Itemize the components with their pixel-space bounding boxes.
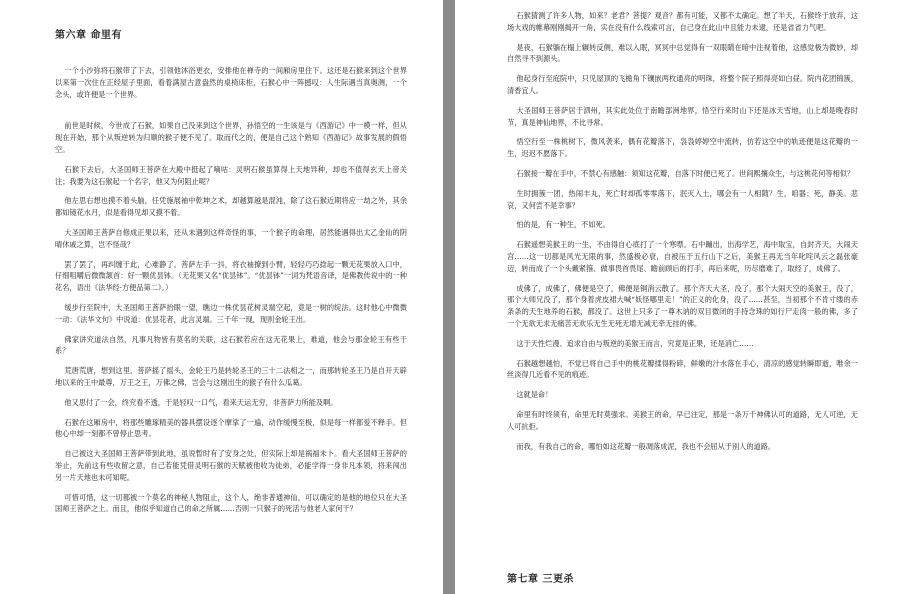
left-page — [0, 0, 443, 594]
paragraph: 生时拥簇一团，热闹丰丸，死亡时却孤零零落下，泯灭入土，哪会有一人相随？生，咱器；死，静美。悲哀，又何尝不是幸事？ — [507, 188, 858, 210]
paragraph: 石猴猜测了许多人物，如来？老君？菩提？观音？都有可能，又都不太确定。想了半天，石猴终于放弃，这场大戏的帷幕刚刚揭开一角，实在没有什么线索可言，自己身在此山中且能力未逮，还是省省力气吧。 — [507, 11, 858, 32]
right-page — [455, 0, 898, 594]
paragraph: 石猴接一瓣在手中，不禁心有感触：须知这花瓣，自落下时便已死了。世间熙攘众生，与这桃花何等相似？ — [516, 168, 855, 178]
paragraph: 是夜，石猴躺在榻上辗转反侧，难以入眠，冥冥中总觉得有一双眼睛在暗中注视着他，这感觉极为微妙，却自然寻不到源头。 — [507, 42, 858, 64]
paragraph: 一个小沙弥将石猴带了下去，引领他沐浴更衣，安排他在禅寺的一间厢房里住下。这还是石猴来到这个世界以来第一次住在正经屋子里面，看着满屋古意盎然的桌椅床柜，石猴心中一阵撼叹：人生际遇当真奥测，一个念头，或许便是一个世界。 — [55, 66, 407, 99]
paragraph: 佛家讲究道法自然，凡事凡物皆有莫名的关联，这石猴若应在这无花果上，难道，他会与那金轮王有些干系？ — [55, 334, 407, 356]
paragraph: 缓步行至院中，大圣国师王菩萨抬眼一望，瞧边一株优昙花树灵端空起，竟是一树的绽法。这时他心中微微一动：《法华文句》中说道：优昙花者，此言灵端。三千年一现，现则金轮王出。 — [55, 302, 407, 324]
paragraph: 荒唐荒唐，想到这里，菩萨摇了摇头，金轮王乃是转轮圣王的三十二法相之一，而那转轮圣王乃是自开天辟地以来的王中最尊，万王之王，万佛之佛，岂会与这刚出生的猴子有什么瓜葛。 — [55, 366, 407, 387]
paragraph: 石猴在这厢房中，将那些雕琢精美的器具摆设逐个摩挲了一遍，动作缓慢至极，似是每一样都爱不释手。但他心中却一刻都不曾停止思考。 — [55, 417, 407, 439]
paragraph: 成佛了，成佛了，佛便是空了，佛便是铜消云散了。那个齐天大圣，没了，那个大闹天空的美猴王，没了，那个大师兄没了，那个身着虎皮裙大喊“妖怪哪里走！”的正义的化身，没了……甚至，当初那个不肯寸缕的赤条条的天生地养的石猴，都没了。这世上只多了一尊木讷的双目微闭的手持念珠的如行尸走肉一般的佛，多了一个无欲无求无痛苦无欢乐无生无死无增无减无牵无挂的佛。 — [507, 283, 858, 328]
next-chapter-title: 第七章 三更杀 — [507, 574, 574, 585]
paragraph: 可惜可惜，这一切都被一个莫名的神秘人物阻止，这个人，绝非普通神仙，可以确定的是他的地位只在大圣国师王菩萨之上。而且，他似乎知道自己的命之所属……否则一只猴子的死活与他老人家何干？ — [55, 492, 407, 514]
paragraph: 他左思右想也摸不着头脑，任凭施展袖中乾坤之术，却越算越是混沌，除了这石猴近期将应一劫之外，其余都如镜花水月，似是看得见却又摸不着。 — [55, 196, 407, 218]
paragraph: 石猴遥想美猴王的一生，不由得自心底打了一个寒噤。石中蹦出，出海学艺，海中取宝，自封齐天，大闹天宫……这一切都是风光无限的事，然盛极必衰，自被压于五行山下之后，美猴王再无当年叱咤风云之磊张豪迈，转而成了一个头戴紧箍、做事畏首畏尾、瞻前顾后的打手，再后来呢，历尽磨难了，取经了，成佛了。 — [507, 240, 858, 273]
chapter-title: 第六章 命里有 — [55, 30, 122, 41]
paragraph: 大圣国师王菩萨居于泗州，其实此处位于南瞻部洲地界，悟空行来时山下还是冰天雪地，山上却是晚春时节，真是神仙地界，不比寻常。 — [507, 105, 858, 127]
paragraph: 悟空行至一株桃树下，微风袭来，偶有花瓣落下，袅袅婷婷空中流转，仿若这空中的轨迹便是这花瓣的一生，迟迟不愿落下。 — [507, 137, 858, 159]
page-gutter — [443, 0, 455, 594]
paragraph: 石猴下去后，大圣国师王菩萨在大殿中挺起了嘀咕：灵明石猴虽算得上天地异种，却也不值得玄天上帝关注；我要为这石猴起一个名字，他又为何阻止呢？ — [55, 164, 407, 186]
paragraph: 这于天性烂漫、追求自由与叛逆的美猴王而言，究竟是正果，还是消亡…… — [516, 338, 754, 348]
paragraph: 这就是命！ — [516, 390, 553, 400]
paragraph: 怕的是，有一种生，不如死。 — [516, 220, 610, 230]
paragraph: 罢了罢了，再纠缠于此，心难静了。菩萨左手一抖，将衣袖撩到小臂，轻轻巧巧捻起一颗无花果放入口中，仔细咀嚼后微微颔首：好一颗优昙钵。（无花果又名“优昙钵”。“优昙钵”一词为梵语音译，是佛教传说中的一种花名，语出《法华经·方便品第二》。） — [55, 259, 407, 293]
paragraph: 命里有时终须有，命里无时莫强求。美猴王的命，早已注定，那是一条万千神佛认可的道路，无人可逆，无人可抗拒。 — [507, 409, 858, 431]
paragraph: 前世是时候，今世成了石猴，如果自己没来到这个世界，孙悟空的一生该是与《西游记》中一模一样，但从现在开始，那个从叛逆转为归顺的猴子便不见了。取而代之的，便是自己这个熟知《西游记》故事发展的假悟空。 — [55, 121, 407, 154]
paragraph: 大圣国师王菩萨自修成正果以来，还从未遇到这样奇怪的事，一个猴子的命理，居然能遇得出太乙金仙的阴晴休戚之算，岂不怪哉？ — [55, 227, 407, 249]
paragraph: 石猴越想越怕，不觉已将自己手中的桃花瓣揉得粉碎，鲜嫩的汁水落在手心，清凉的感觉转瞬即逝，唯余一丝淡得几近看不见的痕迹。 — [507, 358, 858, 380]
paragraph: 而我，有我自己的命，哪怕如这花瓣一般凋落成泥，我也不会屈从于别人的道路。 — [516, 441, 776, 451]
paragraph: 他起身行至庭院中，只见屋顶的飞檐角下镶嵌两枚通亮的明珠，将整个院子照得亮如白昼。院内花团锦簇，清香宜人。 — [507, 74, 858, 95]
paragraph: 他又思付了一会，终究看不透，于是轻叹一口气，看来天运无穷，非菩萨力所能及啊。 — [64, 397, 338, 407]
paragraph: 自己被这大圣国师王菩萨带到此地，虽说暂时有了安身之处，但实际上却是祸福未卜。看大圣国师王菩萨的举止，先前这有些收留之意，自己若能凭借灵明石猴的天赋被他收为徒弟，必能学得一身非凡本领，将来闯出另一片天地也未可知呢。 — [55, 449, 407, 482]
